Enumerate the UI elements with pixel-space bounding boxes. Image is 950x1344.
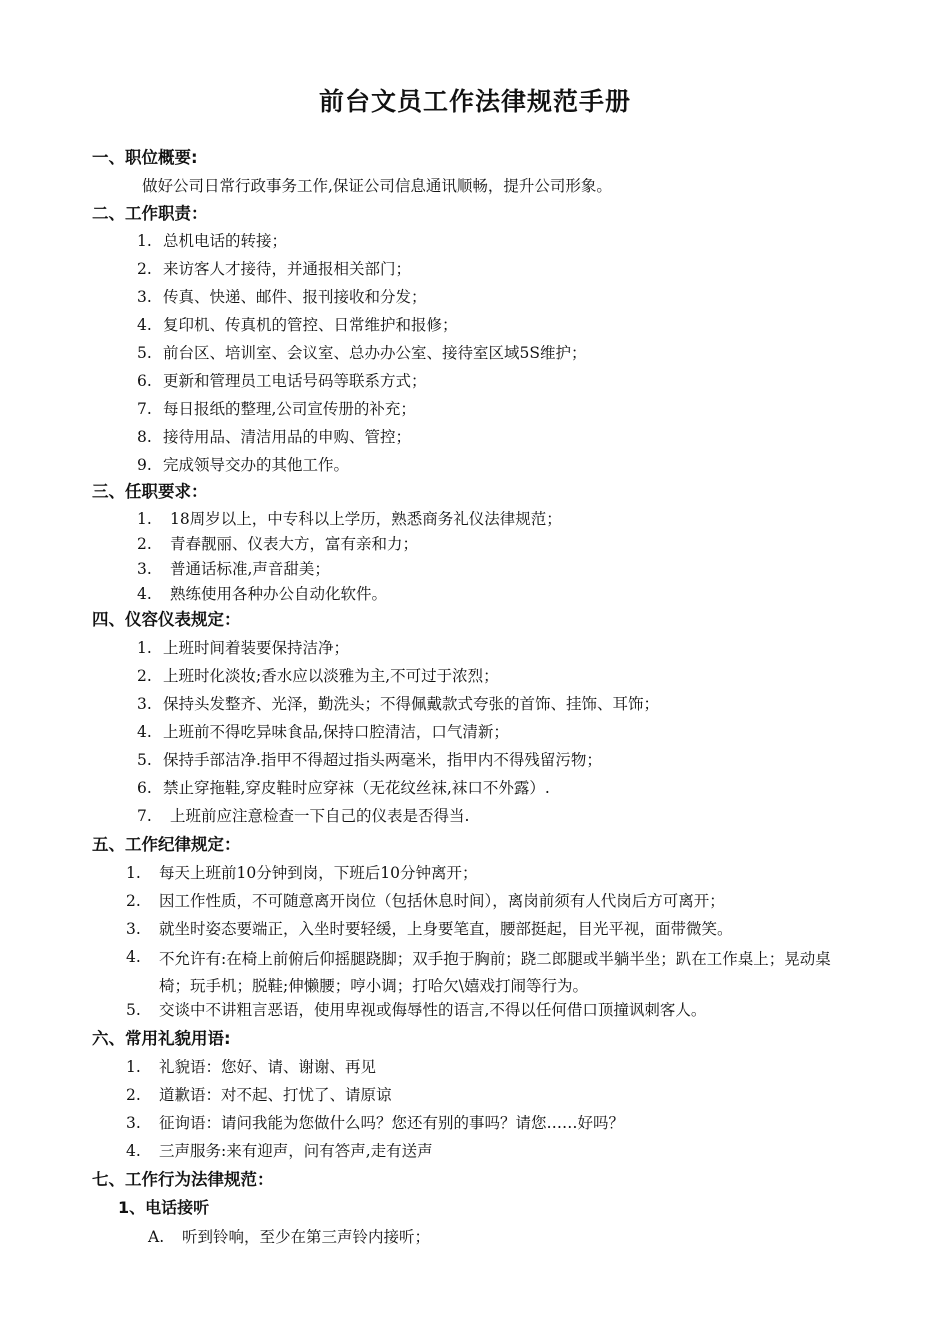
item-number: 7. — [137, 400, 152, 418]
item-number: 1. — [126, 864, 141, 882]
item-number: 2. — [137, 260, 152, 278]
item-number: 4. — [126, 948, 141, 966]
item-text: 上班前不得吃异味食品,保持口腔清洁，口气清新； — [163, 723, 509, 741]
item-number: 5. — [137, 344, 152, 362]
item-number: 5. — [126, 1001, 141, 1019]
item-number: A. — [148, 1228, 165, 1246]
item-number: 8. — [137, 428, 152, 446]
item-text: 完成领导交办的其他工作。 — [163, 456, 350, 474]
item-text: 保持手部洁净.指甲不得超过指头两毫米，指甲内不得残留污物； — [163, 751, 602, 769]
section-heading: 四、仪容仪表规定： — [92, 610, 241, 629]
section-heading: 一、职位概要: — [92, 148, 198, 167]
item-number: 3. — [126, 1114, 141, 1132]
item-number: 2. — [137, 535, 152, 553]
item-text: 每天上班前10分钟到岗，下班后10分钟离开； — [159, 864, 478, 882]
item-number: 2. — [137, 667, 152, 685]
item-number: 2. — [126, 892, 141, 910]
item-number: 4. — [137, 723, 152, 741]
item-text: 保持头发整齐、光泽，勤洗头；不得佩戴款式夸张的首饰、挂饰、耳饰； — [163, 695, 660, 713]
item-number: 4. — [137, 585, 152, 603]
item-text: 上班时化淡妆;香水应以淡雅为主,不可过于浓烈； — [163, 667, 499, 685]
item-text: 听到铃响，至少在第三声铃内接听； — [182, 1228, 431, 1246]
section-heading: 六、常用礼貌用语: — [92, 1029, 231, 1048]
item-number: 6. — [137, 372, 152, 390]
section-heading: 三、任职要求： — [92, 482, 208, 501]
item-number: 1. — [137, 232, 152, 250]
item-text: 更新和管理员工电话号码等联系方式； — [163, 372, 427, 390]
item-number: 7. — [137, 807, 152, 825]
item-number: 3. — [137, 695, 152, 713]
item-text: 礼貌语：您好、请、谢谢、再见 — [159, 1058, 377, 1076]
item-text: 复印机、传真机的管控、日常维护和报修； — [163, 316, 458, 334]
item-number: 1. — [137, 639, 152, 657]
item-number: 3. — [137, 560, 152, 578]
item-text: 总机电话的转接； — [163, 232, 288, 250]
item-text: 前台区、培训室、会议室、总办办公室、接待室区域5S维护； — [163, 344, 587, 362]
item-text: 道歉语：对不起、打忧了、请原谅 — [159, 1086, 392, 1104]
item-number: 1. — [126, 1058, 141, 1076]
item-number: 2. — [126, 1086, 141, 1104]
item-text: 上班时间着装要保持洁净； — [163, 639, 350, 657]
item-text: 每日报纸的整理,公司宣传册的补充； — [163, 400, 416, 418]
section-heading: 五、工作纪律规定： — [92, 835, 241, 854]
item-text: 征询语：请问我能为您做什么吗？您还有别的事吗？请您……好吗？ — [159, 1114, 625, 1132]
subsection-heading: 1、电话接听 — [118, 1198, 210, 1217]
item-number: 4. — [137, 316, 152, 334]
item-text: 禁止穿拖鞋,穿皮鞋时应穿袜（无花纹丝袜,袜口不外露）. — [163, 779, 550, 797]
item-number: 1. — [137, 510, 152, 528]
item-number: 4. — [126, 1142, 141, 1160]
item-text: 传真、快递、邮件、报刊接收和分发； — [163, 288, 427, 306]
item-text: 交谈中不讲粗言恶语，使用卑视或侮辱性的语言,不得以任何借口顶撞讽刺客人。 — [159, 1001, 707, 1019]
item-text: 接待用品、清洁用品的申购、管控； — [163, 428, 412, 446]
section-heading: 二、工作职责： — [92, 204, 208, 223]
item-text: 普通话标准,声音甜美； — [170, 560, 330, 578]
item-number: 6. — [137, 779, 152, 797]
item-text: 因工作性质，不可随意离开岗位（包括休息时间），离岗前须有人代岗后方可离开； — [159, 892, 725, 910]
item-text: 就坐时姿态要端正，入坐时要轻缓，上身要笔直，腰部挺起，目光平视，面带微笑。 — [159, 920, 733, 938]
section-heading: 七、工作行为法律规范： — [92, 1170, 274, 1189]
item-number: 5. — [137, 751, 152, 769]
section-paragraph: 做好公司日常行政事务工作,保证公司信息通讯顺畅，提升公司形象。 — [142, 177, 612, 195]
item-text: 青春靓丽、仪表大方，富有亲和力； — [170, 535, 419, 553]
item-text: 三声服务:来有迎声，问有答声,走有送声 — [159, 1142, 433, 1160]
item-number: 3. — [137, 288, 152, 306]
item-number: 3. — [126, 920, 141, 938]
item-text: 来访客人才接待，并通报相关部门； — [163, 260, 412, 278]
item-text: 不允许有:在椅上前俯后仰摇腿跷脚；双手抱于胸前；跷二郎腿或半躺半坐；趴在工作桌上；晃动桌椅；玩手机；脱鞋;伸懒腰；哼小调；打哈欠\嬉戏打闹等行为。 — [159, 950, 831, 995]
item-text: 18周岁以上，中专科以上学历，熟悉商务礼仪法律规范； — [170, 510, 562, 528]
page-title: 前台文员工作法律规范手册 — [318, 87, 631, 116]
item-text: 熟练使用各种办公自动化软件。 — [170, 585, 388, 603]
item-text: 上班前应注意检查一下自己的仪表是否得当. — [170, 807, 470, 825]
item-number: 9. — [137, 456, 152, 474]
